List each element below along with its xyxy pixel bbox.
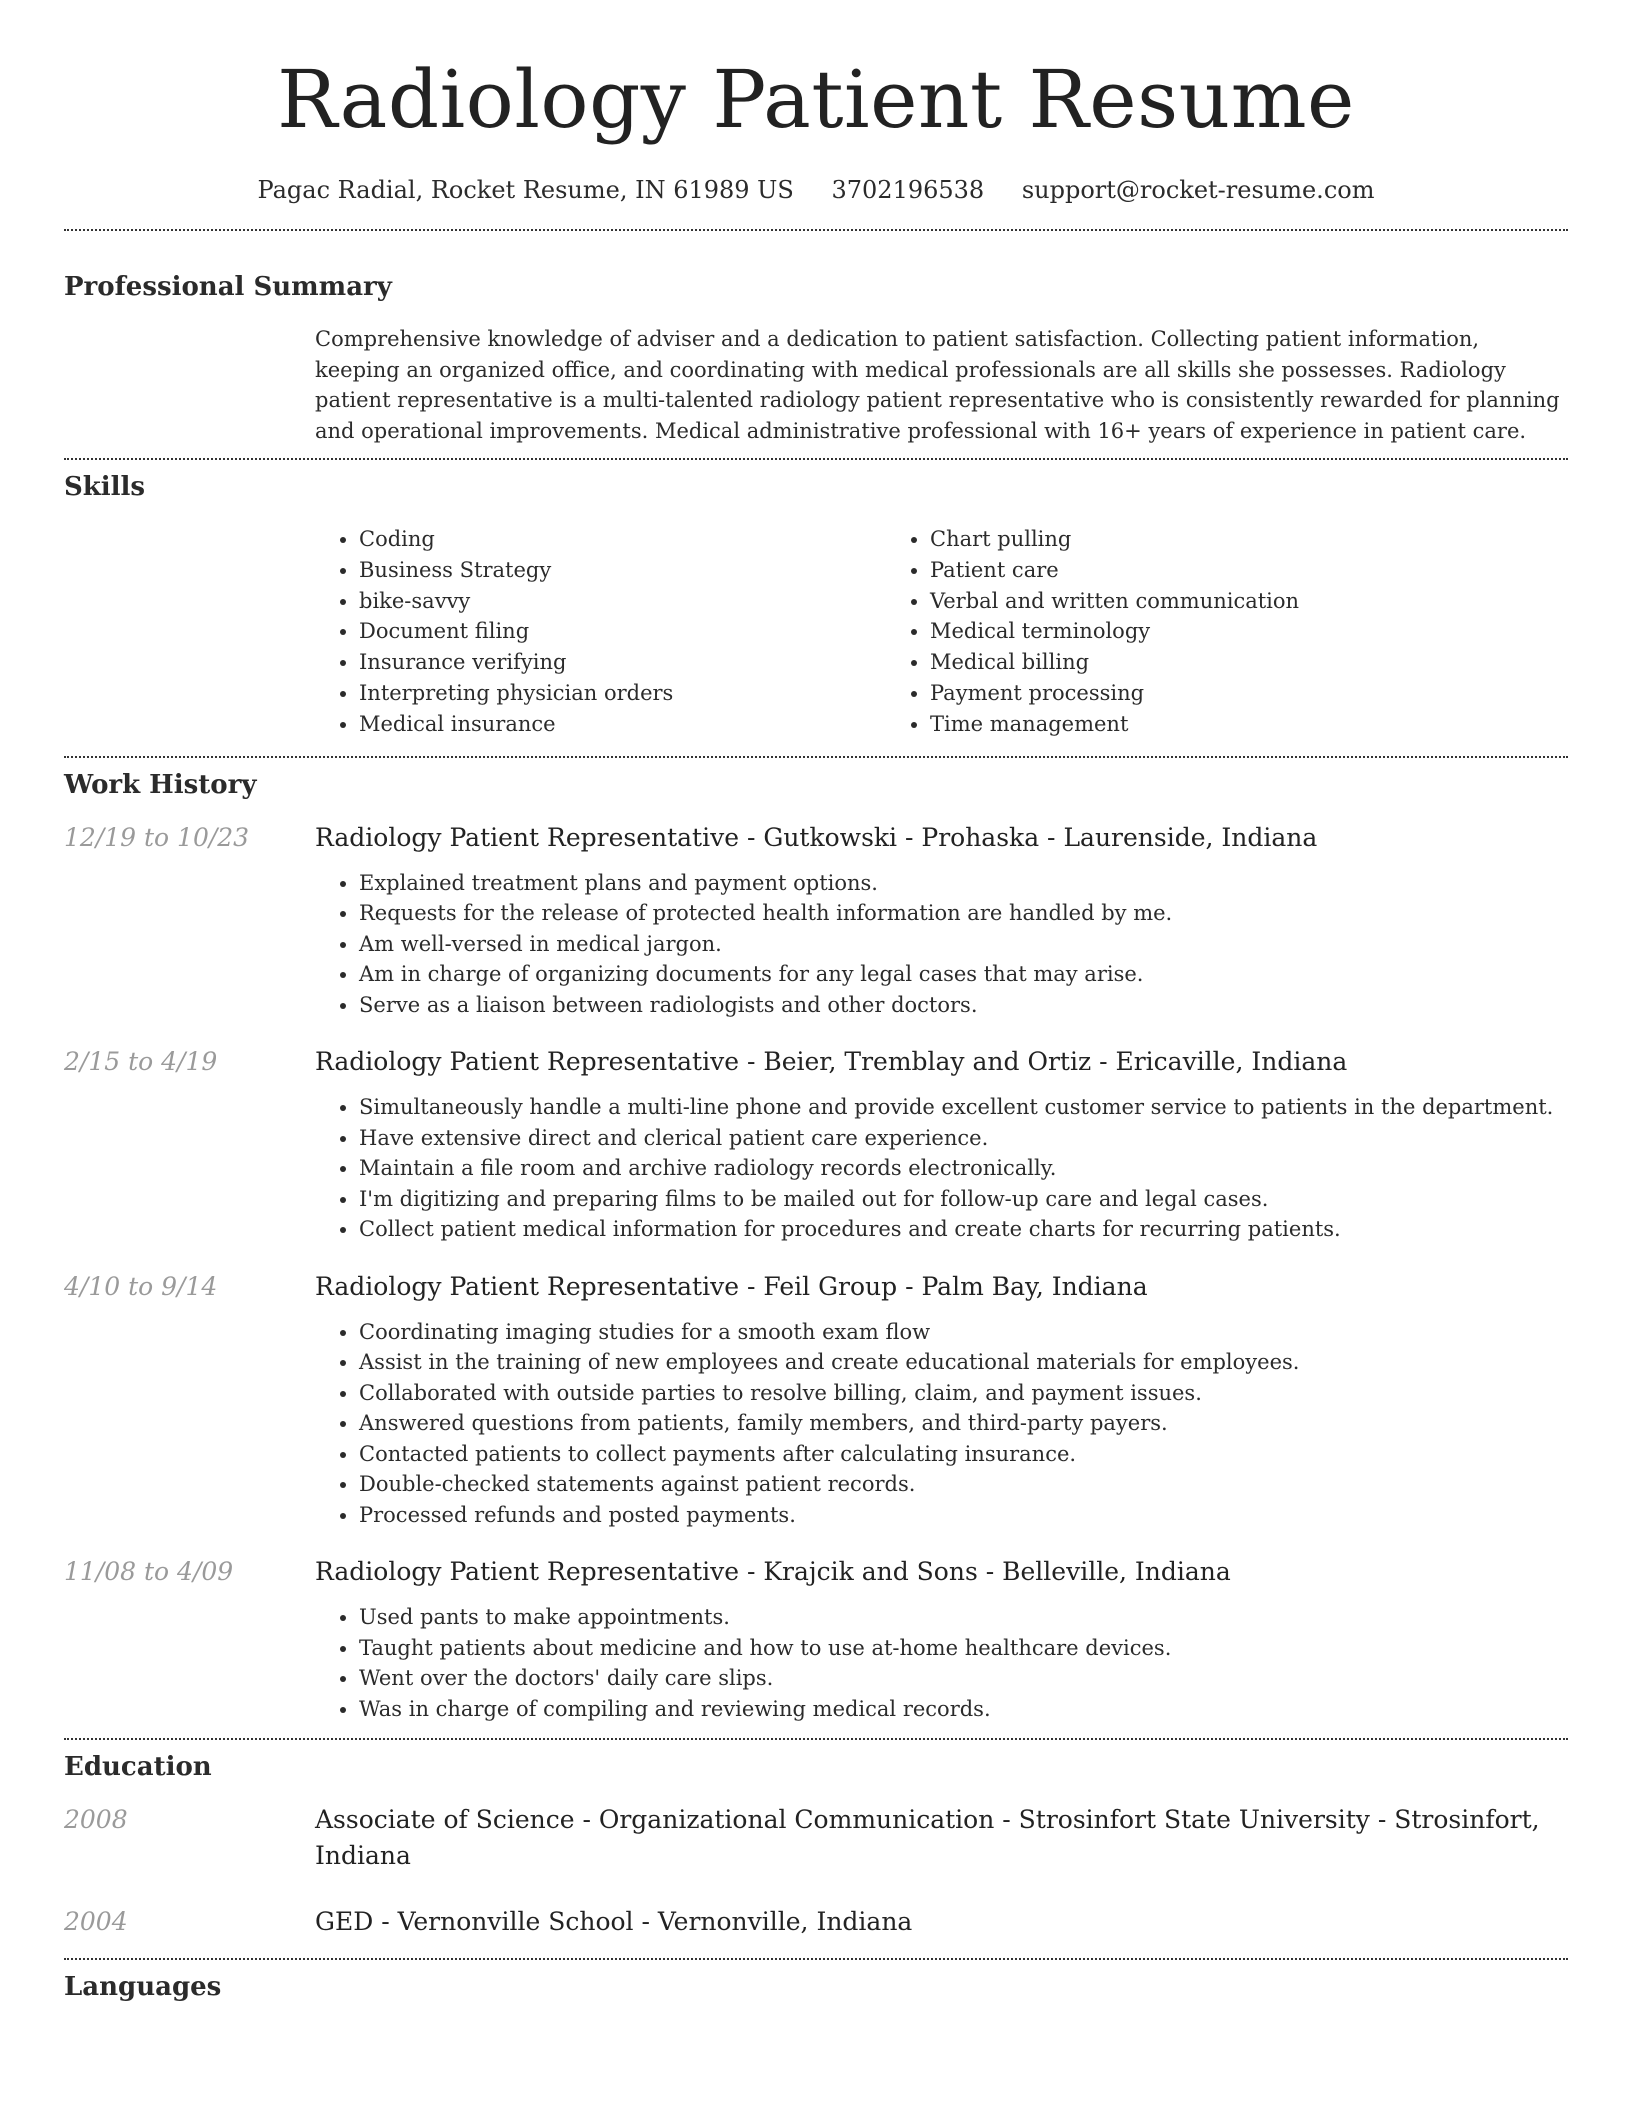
skill-item: • Patient care bbox=[930, 555, 1457, 586]
job-bullet: • Contacted patients to collect payments after calculating insurance. bbox=[359, 1439, 1568, 1470]
skills-section bbox=[64, 470, 1568, 740]
job-bullet: • Answered questions from patients, family members, and third-party payers. bbox=[359, 1408, 1568, 1439]
job-title: Radiology Patient Representative - Beier, Tremblay and Ortiz - Ericaville, Indiana bbox=[315, 1047, 1348, 1077]
contact-phone: 3702196538 bbox=[831, 176, 985, 204]
job-bullet: • Maintain a file room and archive radiology records electronically. bbox=[359, 1153, 1568, 1184]
job-dates: 2/15 to 4/19 bbox=[64, 1047, 218, 1077]
education-entry bbox=[64, 1904, 1568, 1940]
skill-item: • Chart pulling bbox=[930, 524, 1457, 555]
job-body bbox=[315, 820, 1568, 1021]
job-bullet: • Was in charge of compiling and reviewing medical records. bbox=[359, 1694, 1568, 1725]
job-bullet: • Double-checked statements against patient records. bbox=[359, 1469, 1568, 1500]
job-bullet: • Am well-versed in medical jargon. bbox=[359, 929, 1568, 960]
job-bullet: • Serve as a liaison between radiologists and other doctors. bbox=[359, 990, 1568, 1021]
skills-list-left bbox=[315, 524, 886, 740]
job-body bbox=[315, 1044, 1568, 1245]
work-section bbox=[64, 768, 1568, 1725]
job-bullets bbox=[315, 1602, 1568, 1724]
job-title: Radiology Patient Representative - Gutkowski - Prohaska - Laurenside, Indiana bbox=[315, 822, 1318, 852]
job-body bbox=[315, 1554, 1568, 1724]
job-bullet: • Explained treatment plans and payment options. bbox=[359, 868, 1568, 899]
job-body bbox=[315, 1269, 1568, 1531]
job-bullets bbox=[315, 868, 1568, 1021]
languages-section bbox=[64, 1970, 1568, 2004]
section-title-languages: Languages bbox=[64, 1972, 222, 2003]
resume-name: Radiology Patient Resume bbox=[277, 53, 1355, 146]
skills-list-right bbox=[886, 524, 1457, 740]
education-entry bbox=[64, 1802, 1568, 1874]
job-bullet: • Simultaneously handle a multi-line phone and provide excellent customer service to patients in the department. bbox=[359, 1092, 1568, 1123]
section-title-summary: Professional Summary bbox=[64, 272, 392, 302]
contact-address: Pagac Radial, Rocket Resume, IN 61989 US bbox=[257, 176, 794, 204]
skill-item: • Business Strategy bbox=[359, 555, 886, 586]
section-title-education: Education bbox=[64, 1752, 212, 1783]
job-bullet: • Collaborated with outside parties to resolve billing, claim, and payment issues. bbox=[359, 1378, 1568, 1409]
section-title-work: Work History bbox=[64, 769, 257, 800]
skill-item: • bike-savvy bbox=[359, 586, 886, 617]
education-body bbox=[315, 1904, 1568, 1940]
job-dates: 4/10 to 9/14 bbox=[64, 1271, 218, 1301]
section-title-skills: Skills bbox=[64, 472, 146, 502]
skills-columns bbox=[315, 524, 1568, 740]
job-entry bbox=[64, 1269, 1568, 1531]
education-year: 2008 bbox=[64, 1805, 128, 1835]
job-bullets bbox=[315, 1092, 1568, 1245]
education-title: GED - Vernonville School - Vernonville, Indiana bbox=[315, 1907, 913, 1937]
job-bullet: • Requests for the release of protected health information are handled by me. bbox=[359, 898, 1568, 929]
summary-text: Comprehensive knowledge of adviser and a dedication to patient satisfaction. Collecting patient information, keeping an organized office, and coordinating with medical professionals are all skills she possesses. Radiology patient representative is a multi-talented radiology patient representative who is consistently rewarded for planning and operational improvements. Medical administrative professional with 16+ years of experience in patient care. bbox=[315, 327, 1560, 443]
skill-item: • Medical billing bbox=[930, 647, 1457, 678]
job-bullet: • Collect patient medical information for procedures and create charts for recurring patients. bbox=[359, 1214, 1568, 1245]
job-bullet: • Assist in the training of new employees and create educational materials for employees. bbox=[359, 1347, 1568, 1378]
skill-item: • Medical terminology bbox=[930, 616, 1457, 647]
divider bbox=[64, 1958, 1568, 1960]
skill-item: • Document filing bbox=[359, 616, 886, 647]
skill-item: • Verbal and written communication bbox=[930, 586, 1457, 617]
job-bullet: • Went over the doctors' daily care slips. bbox=[359, 1663, 1568, 1694]
job-bullet: • Used pants to make appointments. bbox=[359, 1602, 1568, 1633]
job-entry bbox=[64, 1554, 1568, 1724]
job-title: Radiology Patient Representative - Krajcik and Sons - Belleville, Indiana bbox=[315, 1557, 1231, 1587]
divider bbox=[64, 229, 1568, 231]
job-bullet: • Coordinating imaging studies for a smooth exam flow bbox=[359, 1317, 1568, 1348]
job-bullets bbox=[315, 1317, 1568, 1531]
skill-item: • Payment processing bbox=[930, 678, 1457, 709]
summary-section bbox=[64, 270, 1568, 446]
job-entry bbox=[64, 820, 1568, 1021]
education-body bbox=[315, 1802, 1568, 1874]
skill-item: • Interpreting physician orders bbox=[359, 678, 886, 709]
contact-email: support@rocket-resume.com bbox=[1021, 176, 1375, 204]
skill-item: • Time management bbox=[930, 709, 1457, 740]
skill-item: • Coding bbox=[359, 524, 886, 555]
job-bullet: • Taught patients about medicine and how to use at-home healthcare devices. bbox=[359, 1633, 1568, 1664]
job-bullet: • I'm digitizing and preparing films to be mailed out for follow-up care and legal cases. bbox=[359, 1184, 1568, 1215]
job-bullet: • Have extensive direct and clerical patient care experience. bbox=[359, 1123, 1568, 1154]
job-bullet: • Am in charge of organizing documents for any legal cases that may arise. bbox=[359, 959, 1568, 990]
job-title: Radiology Patient Representative - Feil Group - Palm Bay, Indiana bbox=[315, 1271, 1148, 1301]
divider bbox=[64, 458, 1568, 460]
divider bbox=[64, 1738, 1568, 1740]
education-title: Associate of Science - Organizational Communication - Strosinfort State University - Strosinfort, Indiana bbox=[315, 1805, 1540, 1871]
job-entry bbox=[64, 1044, 1568, 1245]
skill-item: • Medical insurance bbox=[359, 709, 886, 740]
job-bullet: • Processed refunds and posted payments. bbox=[359, 1500, 1568, 1531]
divider bbox=[64, 756, 1568, 758]
contact-line bbox=[64, 174, 1568, 206]
job-dates: 12/19 to 10/23 bbox=[64, 822, 250, 852]
skill-item: • Insurance verifying bbox=[359, 647, 886, 678]
education-year: 2004 bbox=[64, 1907, 128, 1937]
job-dates: 11/08 to 4/09 bbox=[64, 1557, 234, 1587]
education-section bbox=[64, 1750, 1568, 1940]
